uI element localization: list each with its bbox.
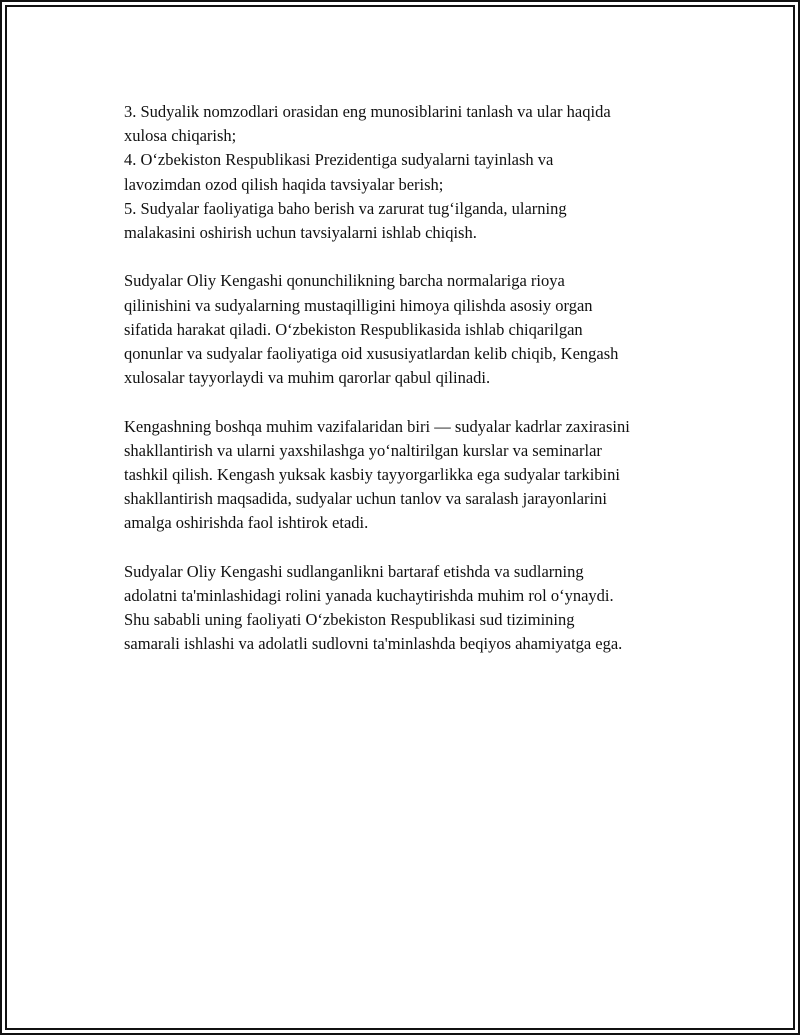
paragraph-line: qilinishini va sudyalarning mustaqilligini himoya qilishda asosiy organ xyxy=(124,295,593,315)
paragraph-line: samarali ishlashi va adolatli sudlovni ta'minlashda beqiyos ahamiyatga ega. xyxy=(124,634,623,654)
paragraph-line: tashkil qilish. Kengash yuksak kasbiy tayyorgarlikka ega sudyalar tarkibini xyxy=(124,465,620,485)
paragraph-line: shakllantirish maqsadida, sudyalar uchun tanlov va saralash jarayonlarini xyxy=(124,489,607,509)
paragraph-line: Shu sababli uning faoliyati O‘zbekiston Respublikasi sud tizimining xyxy=(124,610,575,630)
document-body xyxy=(124,100,714,681)
paragraph-3 xyxy=(124,560,714,657)
list-item-4-line-2: lavozimdan ozod qilish haqida tavsiyalar berish; xyxy=(124,174,444,194)
paragraph-line: qonunlar va sudyalar faoliyatiga oid xususiyatlardan kelib chiqib, Kengash xyxy=(124,344,619,364)
list-item-5-line-2: malakasini oshirish uchun tavsiyalarni ishlab chiqish. xyxy=(124,223,477,243)
paragraph-line: adolatni ta'minlashidagi rolini yanada kuchaytirishda muhim rol o‘ynaydi. xyxy=(124,586,614,606)
paragraph-2 xyxy=(124,415,714,536)
list-item-3-line-1: 3. Sudyalik nomzodlari orasidan eng munosiblarini tanlash va ular haqida xyxy=(124,102,611,121)
list-item-3-line-2: xulosa chiqarish; xyxy=(124,126,237,146)
paragraph-line: amalga oshirishda faol ishtirok etadi. xyxy=(124,513,369,533)
paragraph-line: shakllantirish va ularni yaxshilashga yo‘naltirilgan kurslar va seminarlar xyxy=(124,440,602,460)
paragraph-line: Kengashning boshqa muhim vazifalaridan biri — sudyalar kadrlar zaxirasini xyxy=(124,416,630,436)
paragraph-line: Sudyalar Oliy Kengashi sudlanganlikni bartaraf etishda va sudlarning xyxy=(124,561,584,581)
paragraph-line: xulosalar tayyorlaydi va muhim qarorlar qabul qilinadi. xyxy=(124,368,491,388)
list-item-4-line-1: 4. O‘zbekiston Respublikasi Prezidentiga sudyalarni tayinlash va xyxy=(124,150,554,170)
paragraph-line: Sudyalar Oliy Kengashi qonunchilikning barcha normalariga rioya xyxy=(124,271,565,291)
paragraph-1 xyxy=(124,269,714,390)
list-item-5-line-1: 5. Sudyalar faoliyatiga baho berish va zarurat tug‘ilganda, ularning xyxy=(124,198,567,218)
numbered-list xyxy=(124,100,714,245)
paragraph-line: sifatida harakat qiladi. O‘zbekiston Respublikasida ishlab chiqarilgan xyxy=(124,319,583,339)
